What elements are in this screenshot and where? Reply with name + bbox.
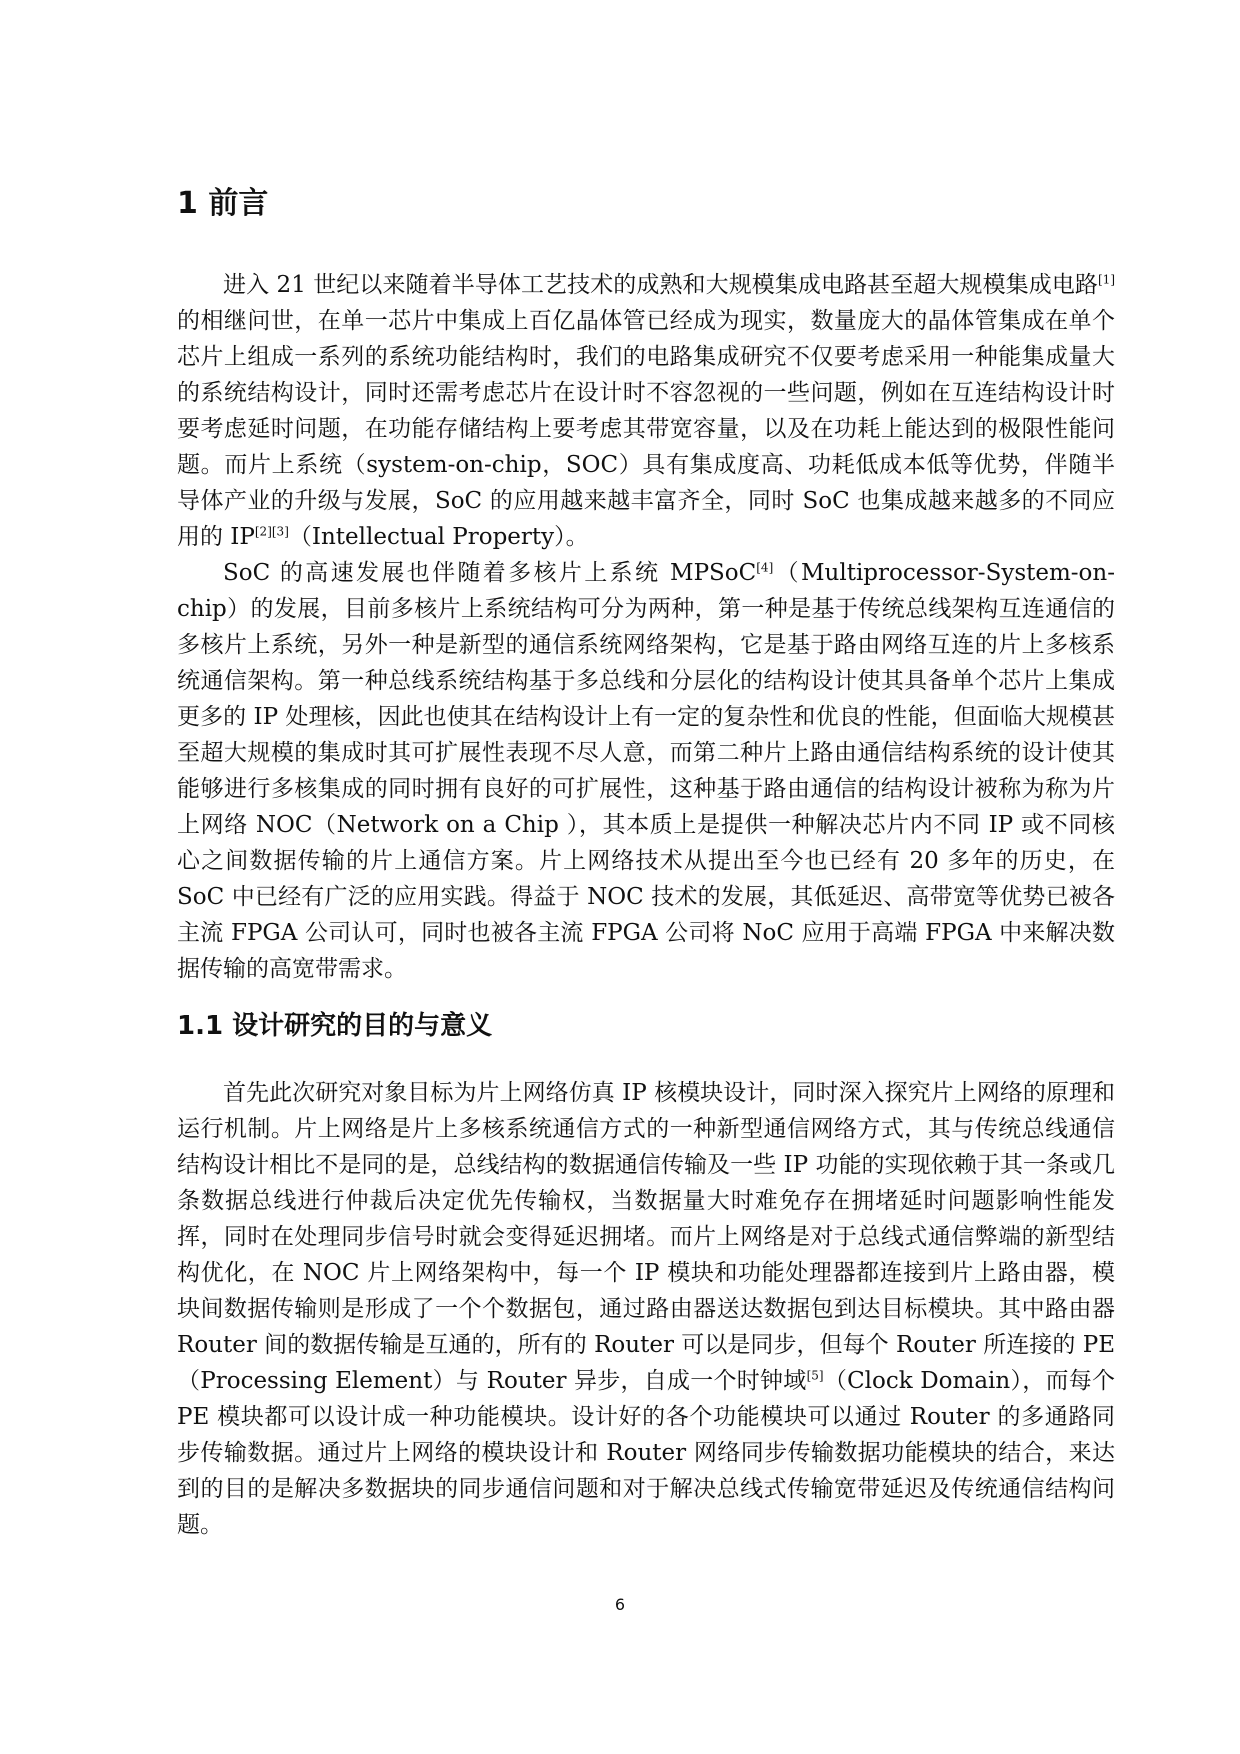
section-heading: 1 前言 bbox=[177, 186, 269, 221]
subsection-heading: 1.1 设计研究的目的与意义 bbox=[177, 1011, 493, 1041]
text-run: （Clock Domain），而每个 PE 模块都可以设计成一种功能模块。设计好的各个功能模块可以通过 Router 的多通路同步传输数据。通过片上网络的模块设计和 Router 网络同步传输数据功能模块的结合，来达到的目的是解决多数据块的同步通信问题和对于解决总线式传输宽带延迟及传统通信结构问题。 bbox=[177, 1368, 1115, 1538]
text-run: （Intellectual Property）。 bbox=[288, 524, 589, 550]
text-run: 进入 21 世纪以来随着半导体工艺技术的成熟和大规模集成电路甚至超大规模集成电路 bbox=[223, 272, 1098, 298]
citation-ref: [1] bbox=[1098, 272, 1115, 287]
text-run: 的相继问世，在单一芯片中集成上百亿晶体管已经成为现实，数量庞大的晶体管集成在单个芯片上组成一系列的系统功能结构时，我们的电路集成研究不仅要考虑采用一种能集成量大的系统结构设计，同时还需考虑芯片在设计时不容忽视的一些问题，例如在互连结构设计时要考虑延时问题，在功能存储结构上要考虑其带宽容量，以及在功耗上能达到的极限性能问题。而片上系统（system-on-chip，SOC）具有集成度高、功耗低成本低等优势，伴随半导体产业的升级与发展，SoC 的应用越来越丰富齐全，同时 SoC 也集成越来越多的不同应用的 IP bbox=[177, 308, 1115, 550]
text-run: （Multiprocessor-System-on-chip）的发展，目前多核片上系统结构可分为两种，第一种是基于传统总线架构互连通信的多核片上系统，另外一种是新型的通信系统网络架构，它是基于路由网络互连的片上多核系统通信架构。第一种总线系统结构基于多总线和分层化的结构设计使其具备单个芯片上集成更多的 IP 处理核，因此也使其在结构设计上有一定的复杂性和优良的性能，但面临大规模甚至超大规模的集成时其可扩展性表现不尽人意，而第二种片上路由通信结构系统的设计使其能够进行多核集成的同时拥有良好的可扩展性，这种基于路由通信的结构设计被称为称为片上网络 NOC（Network on a Chip ），其本质上是提供一种解决芯片内不同 IP 或不同核心之间数据传输的片上通信方案。片上网络技术从提出至今也已经有 20 多年的历史，在 SoC 中已经有广泛的应用实践。得益于 NOC 技术的发展，其低延迟、高带宽等优势已被各主流 FPGA 公司认可，同时也被各主流 FPGA 公司将 NoC 应用于高端 FPGA 中来解决数据传输的高宽带需求。 bbox=[177, 560, 1115, 982]
text-run: SoC 的高速发展也伴随着多核片上系统 MPSoC bbox=[223, 560, 757, 586]
section-paragraph-2 bbox=[177, 555, 1115, 987]
subsection-paragraph-1 bbox=[177, 1075, 1115, 1543]
page-number: 6 bbox=[614, 1595, 626, 1614]
page-content bbox=[177, 176, 1115, 1543]
text-run: 首先此次研究对象目标为片上网络仿真 IP 核模块设计，同时深入探究片上网络的原理和运行机制。片上网络是片上多核系统通信方式的一种新型通信网络方式，其与传统总线通信结构设计相比不是同的是，总线结构的数据通信传输及一些 IP 功能的实现依赖于其一条或几条数据总线进行仲裁后决定优先传输权，当数据量大时难免存在拥堵延时问题影响性能发挥，同时在处理同步信号时就会变得延迟拥堵。而片上网络是对于总线式通信弊端的新型结构优化，在 NOC 片上网络架构中，每一个 IP 模块和功能处理器都连接到片上路由器，模块间数据传输则是形成了一个个数据包，通过路由器送达数据包到达目标模块。其中路由器 Router 间的数据传输是互通的，所有的 Router 可以是同步，但每个 Router 所连接的 PE（Processing Element）与 Router 异步，自成一个时钟域 bbox=[177, 1080, 1115, 1394]
citation-ref: [5] bbox=[806, 1368, 824, 1383]
citation-ref: [4] bbox=[756, 560, 774, 575]
section-paragraph-1 bbox=[177, 267, 1115, 555]
citation-ref: [2][3] bbox=[254, 524, 289, 539]
